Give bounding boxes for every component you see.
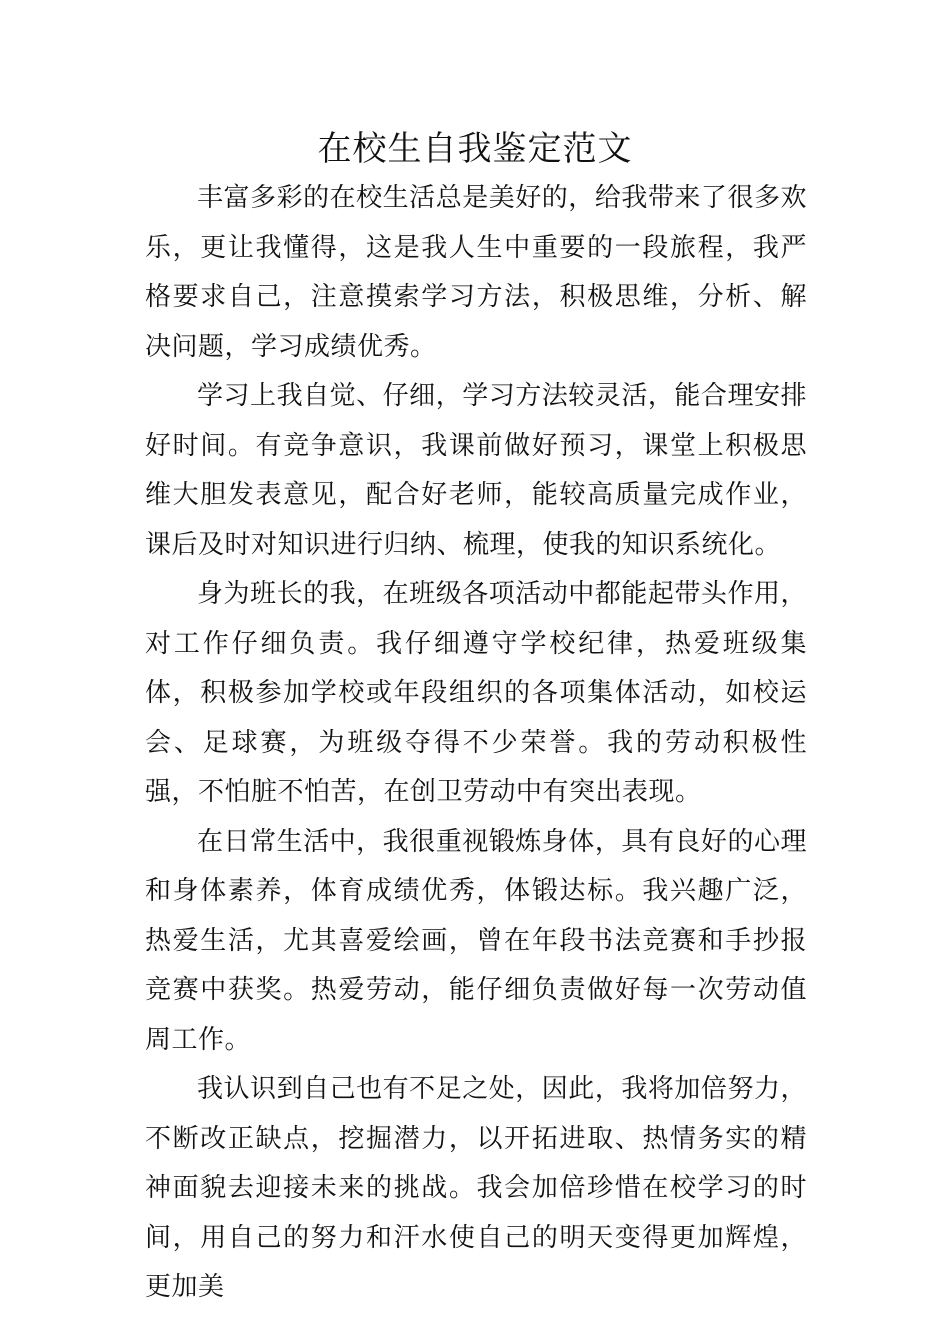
document-body [145,174,807,1313]
paragraph-3: 身为班长的我，在班级各项活动中都能起带头作用，对工作仔细负责。我仔细遵守学校纪律，热爱班级集体，积极参加学校或年段组织的各项集体活动，如校运会、足球赛，为班级夺得不少荣誉。我的劳动积极性强，不怕脏不怕苦，在创卫劳动中有突出表现。 [145,579,807,807]
paragraph-5: 我认识到自己也有不足之处，因此，我将加倍努力，不断改正缺点，挖掘潜力，以开拓进取、热情务实的精神面貌去迎接未来的挑战。我会加倍珍惜在校学习的时间，用自己的努力和汗水使自己的明天变得更加辉煌，更加美 [145,1074,807,1302]
paragraph-2: 学习上我自觉、仔细，学习方法较灵活，能合理安排好时间。有竞争意识，我课前做好预习，课堂上积极思维大胆发表意见，配合好老师，能较高质量完成作业，课后及时对知识进行归纳、梳理，使我的知识系统化。 [145,381,807,560]
document-title: 在校生自我鉴定范文 [317,129,633,169]
paragraph-4: 在日常生活中，我很重视锻炼身体，具有良好的心理和身体素养，体育成绩优秀，体锻达标。我兴趣广泛，热爱生活，尤其喜爱绘画，曾在年段书法竞赛和手抄报竞赛中获奖。热爱劳动，能仔细负责做好每一次劳动值周工作。 [145,826,807,1055]
paragraph-1: 丰富多彩的在校生活总是美好的，给我带来了很多欢乐，更让我懂得，这是我人生中重要的一段旅程，我严格要求自己，注意摸索学习方法，积极思维，分析、解决问题，学习成绩优秀。 [145,183,807,362]
